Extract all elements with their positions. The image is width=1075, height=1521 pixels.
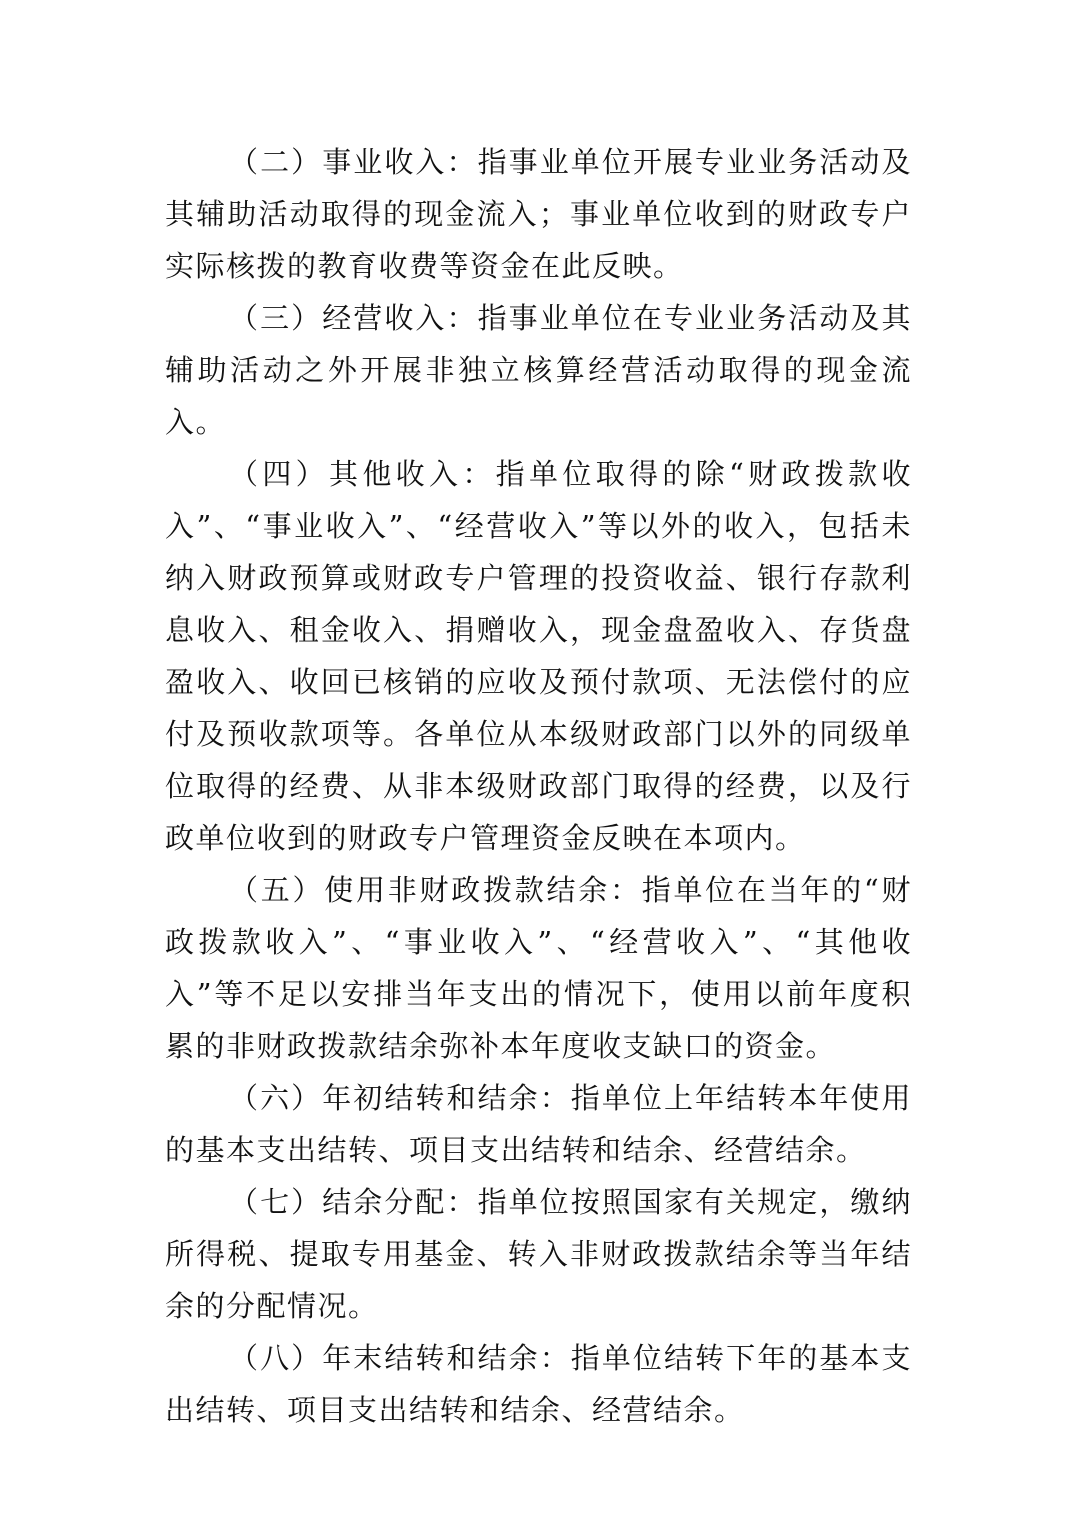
paragraph-opening-balance: （六）年初结转和结余：指单位上年结转本年使用的基本支出结转、项目支出结转和结余、经营结余。 [165,1081,912,1167]
paragraph-other-income: （四）其他收入：指单位取得的除“财政拨款收入”、“事业收入”、“经营收入”等以外的收入，包括未纳入财政预算或财政专户管理的投资收益、银行存款利息收入、租金收入、捐赠收入，现金盘盈收入、存货盘盈收入、收回已核销的应收及预付款项、无法偿付的应付及预收款项等。各单位从本级财政部门以外的同级单位取得的经费、从非本级财政部门取得的经费，以及行政单位收到的财政专户管理资金反映在本项内。 [165,457,912,855]
document-body [165,136,912,1436]
paragraph-operating-income: （三）经营收入：指事业单位在专业业务活动及其辅助活动之外开展非独立核算经营活动取得的现金流入。 [165,301,912,439]
paragraph-surplus-distribution: （七）结余分配：指单位按照国家有关规定，缴纳所得税、提取专用基金、转入非财政拨款结余等当年结余的分配情况。 [165,1185,912,1323]
paragraph-closing-balance: （八）年末结转和结余：指单位结转下年的基本支出结转、项目支出结转和结余、经营结余。 [165,1341,912,1427]
paragraph-business-income: （二）事业收入：指事业单位开展专业业务活动及其辅助活动取得的现金流入；事业单位收到的财政专户实际核拨的教育收费等资金在此反映。 [165,145,912,283]
paragraph-non-fiscal-surplus-use: （五）使用非财政拨款结余：指单位在当年的“财政拨款收入”、“事业收入”、“经营收入”、“其他收入”等不足以安排当年支出的情况下，使用以前年度积累的非财政拨款结余弥补本年度收支缺口的资金。 [165,873,912,1063]
